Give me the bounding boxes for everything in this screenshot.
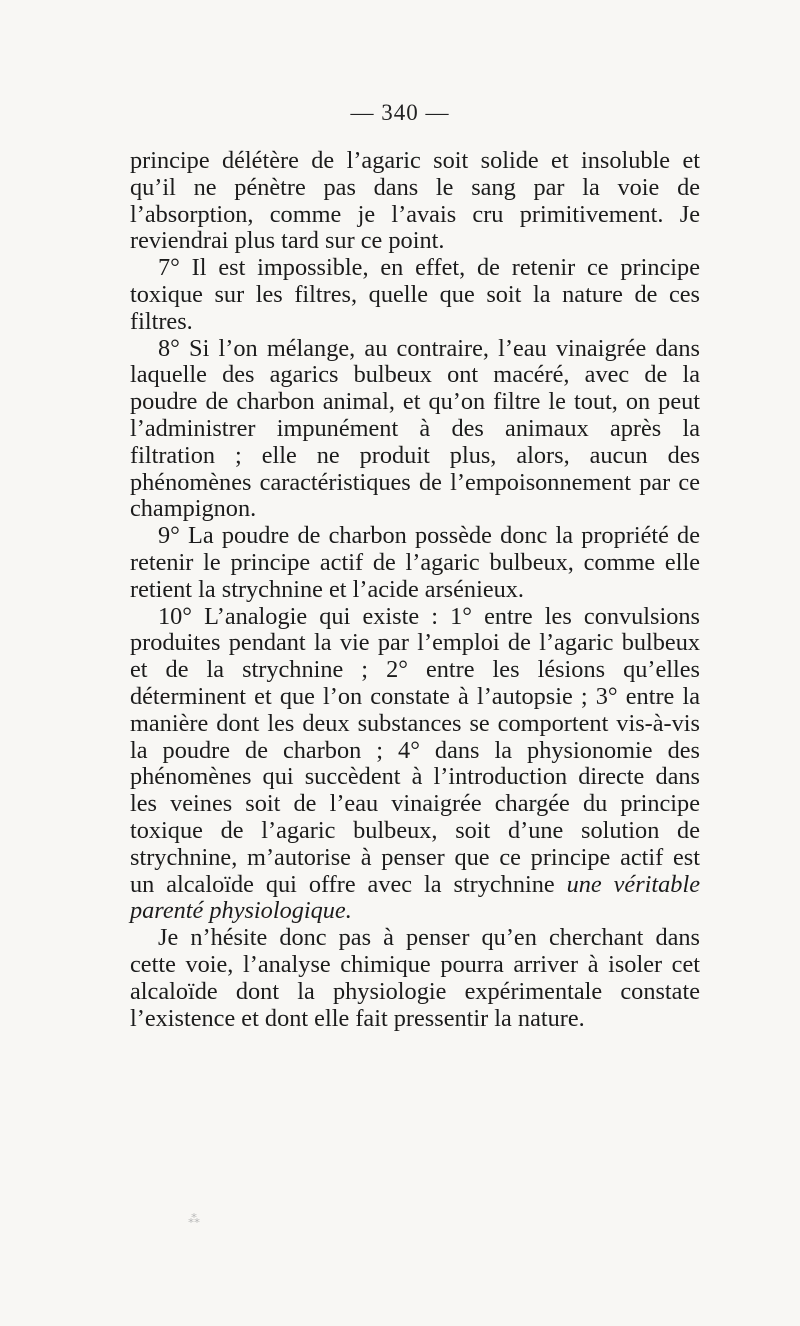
paragraph-9: 9° La poudre de charbon possède donc la propriété de retenir le principe actif de l’agaric bulbeux, comme elle retient la strychnine et l’acide arsénieux. [130,522,700,603]
paragraph-8: 8° Si l’on mélange, au contraire, l’eau vinaigrée dans laquelle des agarics bulbeux ont macéré, avec de la poudre de charbon animal, et qu’on filtre le tout, on peut l’administrer impunément à des animaux après la filtration ; elle ne produit plus, alors, aucun des phénomènes caractéristiques de l’empoisonnement par ce champignon. [130,334,700,523]
italic-phrase: une véritable parenté physiologique. [130,870,700,925]
paragraph-7: 7° Il est impossible, en effet, de retenir ce principe toxique sur les filtres, quelle que soit la nature de ces filtres. [130,254,700,335]
paragraph-11: Je n’hésite donc pas à penser qu’en cherchant dans cette voie, l’analyse chimique pourra arriver à isoler cet alcaloïde dont la physiologie expérimentale constate l’existence et dont elle fait pressentir la nature. [130,924,700,1032]
page-number: — 340 — [350,100,450,125]
paragraph-10-text: 10° L’analogie qui existe : 1° entre les convulsions produites pendant la vie par l’emploi de l’agaric bulbeux et de la strychnine ; 2° entre les lésions qu’elles déterminent et que l’on constate à l’autopsie ; 3° entre la manière dont les deux substances se comportent vis-à-vis la poudre de charbon ; 4° dans la physionomie des phénomènes qui succèdent à l’introduction directe dans les veines soit de l’eau vinaigrée chargée du principe toxique de l’agaric bulbeux, soit d’une solution de strychnine, m’autorise à penser que ce principe actif est un alcaloïde qui offre avec la strychnine [130,602,700,898]
signature-mark: ⁂ [188,1212,200,1226]
paragraph-continued: principe délétère de l’agaric soit solide et insoluble et qu’il ne pénètre pas dans le sang par la voie de l’absorption, comme je l’avais cru primitivement. Je reviendrai plus tard sur ce point. [130,147,700,255]
paragraph-10 [130,604,700,926]
body-text [130,148,700,1032]
